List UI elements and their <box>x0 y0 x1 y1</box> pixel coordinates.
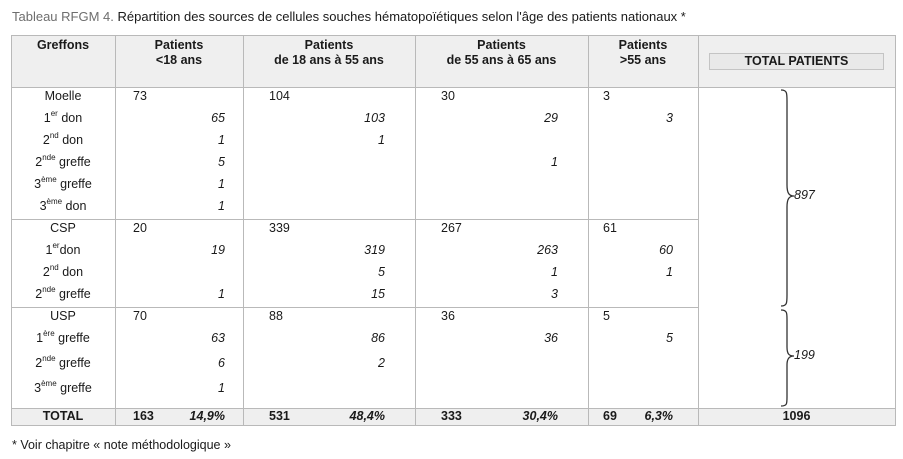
sub-label-number: 2 <box>35 287 43 301</box>
sub-row-label <box>11 155 115 169</box>
sub-row-label <box>11 133 115 147</box>
sub-label-suffix: ère <box>43 329 55 338</box>
sub-row-label <box>11 331 115 345</box>
sub-row-value: 19 <box>211 243 225 257</box>
sub-label-text: greffe <box>55 155 91 169</box>
sub-label-suffix: er <box>50 109 58 118</box>
sub-row-label <box>11 243 115 257</box>
sub-row-value: 1 <box>218 133 225 147</box>
total-label: TOTAL <box>42 409 84 423</box>
group-count: 61 <box>603 221 617 235</box>
sub-label-text: don <box>62 199 87 213</box>
sub-label-text: greffe <box>56 381 92 395</box>
sub-row-label <box>11 381 115 395</box>
sub-row-value: 5 <box>218 155 225 169</box>
sub-label-number: 3 <box>34 381 42 395</box>
total-pct-4: 6,3% <box>644 409 673 423</box>
sub-label-suffix: er <box>52 241 60 250</box>
sub-row-value: 1 <box>218 199 225 213</box>
sub-label-suffix: ème <box>41 175 57 184</box>
header-col4-line1: Patients <box>618 38 668 52</box>
header-col3 <box>415 38 588 68</box>
sub-label-suffix: ème <box>46 197 63 206</box>
group-count: 339 <box>269 221 290 235</box>
sub-row-value: 60 <box>659 243 673 257</box>
sub-row-value: 65 <box>211 111 225 125</box>
sub-row-value: 3 <box>666 111 673 125</box>
sub-label-number: 1 <box>43 111 51 125</box>
sub-row-value: 103 <box>364 111 385 125</box>
header-col2-line2: de 18 ans à 55 ans <box>274 53 384 67</box>
sources-table <box>11 35 896 426</box>
group-count: 36 <box>441 309 455 323</box>
grand-total: 1096 <box>782 409 811 423</box>
sub-row-value: 263 <box>537 243 558 257</box>
sub-label-text: greffe <box>55 356 91 370</box>
header-col2 <box>243 38 415 68</box>
sub-row-value: 86 <box>371 331 385 345</box>
group-count: 30 <box>441 89 455 103</box>
sub-row-value: 1 <box>551 265 558 279</box>
header-col1-line2: <18 ans <box>155 53 203 67</box>
sub-label-suffix: nd <box>49 263 59 272</box>
sub-row-value: 36 <box>544 331 558 345</box>
sub-row-value: 5 <box>378 265 385 279</box>
sub-row-value: 1 <box>218 287 225 301</box>
sub-row-label <box>11 177 115 191</box>
header-total-patients: TOTAL PATIENTS <box>709 53 884 70</box>
sub-label-suffix: nd <box>49 131 59 140</box>
brace-total-2: 199 <box>794 348 815 362</box>
sub-label-text: don <box>58 133 84 147</box>
sub-row-label <box>11 287 115 301</box>
group-count: 267 <box>441 221 462 235</box>
sub-row-value: 2 <box>378 356 385 370</box>
group-label: CSP <box>50 221 76 235</box>
total-count-1: 163 <box>133 409 154 423</box>
header-col4-line2: >55 ans <box>619 53 667 67</box>
total-count-3: 333 <box>441 409 462 423</box>
group-label: Moelle <box>44 89 82 103</box>
table-caption: Répartition des sources de cellules souches hématopoïétiques selon l'âge des patients nationaux * <box>117 9 686 24</box>
sub-label-suffix: nde <box>42 285 56 294</box>
table-title <box>12 9 686 24</box>
sub-label-number: 2 <box>35 356 43 370</box>
sub-row-label <box>11 199 115 213</box>
sub-label-number: 3 <box>34 177 42 191</box>
sub-label-number: 2 <box>42 265 50 279</box>
table-number: Tableau RFGM 4. <box>12 9 114 24</box>
total-pct-3: 30,4% <box>522 409 558 423</box>
sub-label-text: greffe <box>56 177 92 191</box>
header-col1-line1: Patients <box>154 38 204 52</box>
sub-label-suffix: ème <box>41 379 57 388</box>
sub-label-number: 2 <box>35 155 43 169</box>
sub-row-label <box>11 265 115 279</box>
sub-row-value: 3 <box>551 287 558 301</box>
sub-row-value: 29 <box>544 111 558 125</box>
sub-row-value: 1 <box>218 381 225 395</box>
sub-label-suffix: nde <box>42 153 56 162</box>
sub-label-text: don <box>57 111 83 125</box>
sub-label-text: don <box>59 243 81 257</box>
group-label: USP <box>50 309 76 323</box>
sub-label-number: 3 <box>39 199 47 213</box>
sub-row-value: 63 <box>211 331 225 345</box>
group-count: 73 <box>133 89 147 103</box>
sub-label-number: 2 <box>42 133 50 147</box>
sub-row-label <box>11 111 115 125</box>
total-count-2: 531 <box>269 409 290 423</box>
header-greffons: Greffons <box>36 38 90 52</box>
group-count: 20 <box>133 221 147 235</box>
group-count: 3 <box>603 89 610 103</box>
header-col1 <box>115 38 243 68</box>
sub-row-value: 15 <box>371 287 385 301</box>
sub-label-text: don <box>58 265 84 279</box>
sub-row-value: 319 <box>364 243 385 257</box>
total-pct-1: 14,9% <box>189 409 225 423</box>
sub-row-value: 6 <box>218 356 225 370</box>
sub-label-number: 1 <box>36 331 44 345</box>
group-count: 88 <box>269 309 283 323</box>
sub-label-suffix: nde <box>42 354 56 363</box>
header-col3-line2: de 55 ans à 65 ans <box>446 53 557 67</box>
sub-row-value: 1 <box>218 177 225 191</box>
sub-row-value: 1 <box>378 133 385 147</box>
sub-label-text: greffe <box>54 331 90 345</box>
header-col4 <box>588 38 698 68</box>
group-count: 104 <box>269 89 290 103</box>
group-count: 5 <box>603 309 610 323</box>
sub-row-value: 1 <box>551 155 558 169</box>
brace-total-1: 897 <box>794 188 815 202</box>
sub-row-value: 1 <box>666 265 673 279</box>
sub-row-value: 5 <box>666 331 673 345</box>
total-pct-2: 48,4% <box>349 409 385 423</box>
header-col3-line1: Patients <box>477 38 526 52</box>
sub-label-number: 1 <box>45 243 53 257</box>
footnote: * Voir chapitre « note méthodologique » <box>12 438 231 452</box>
sub-label-text: greffe <box>55 287 91 301</box>
total-count-4: 69 <box>603 409 617 423</box>
group-count: 70 <box>133 309 147 323</box>
sub-row-label <box>11 356 115 370</box>
header-col2-line1: Patients <box>304 38 354 52</box>
